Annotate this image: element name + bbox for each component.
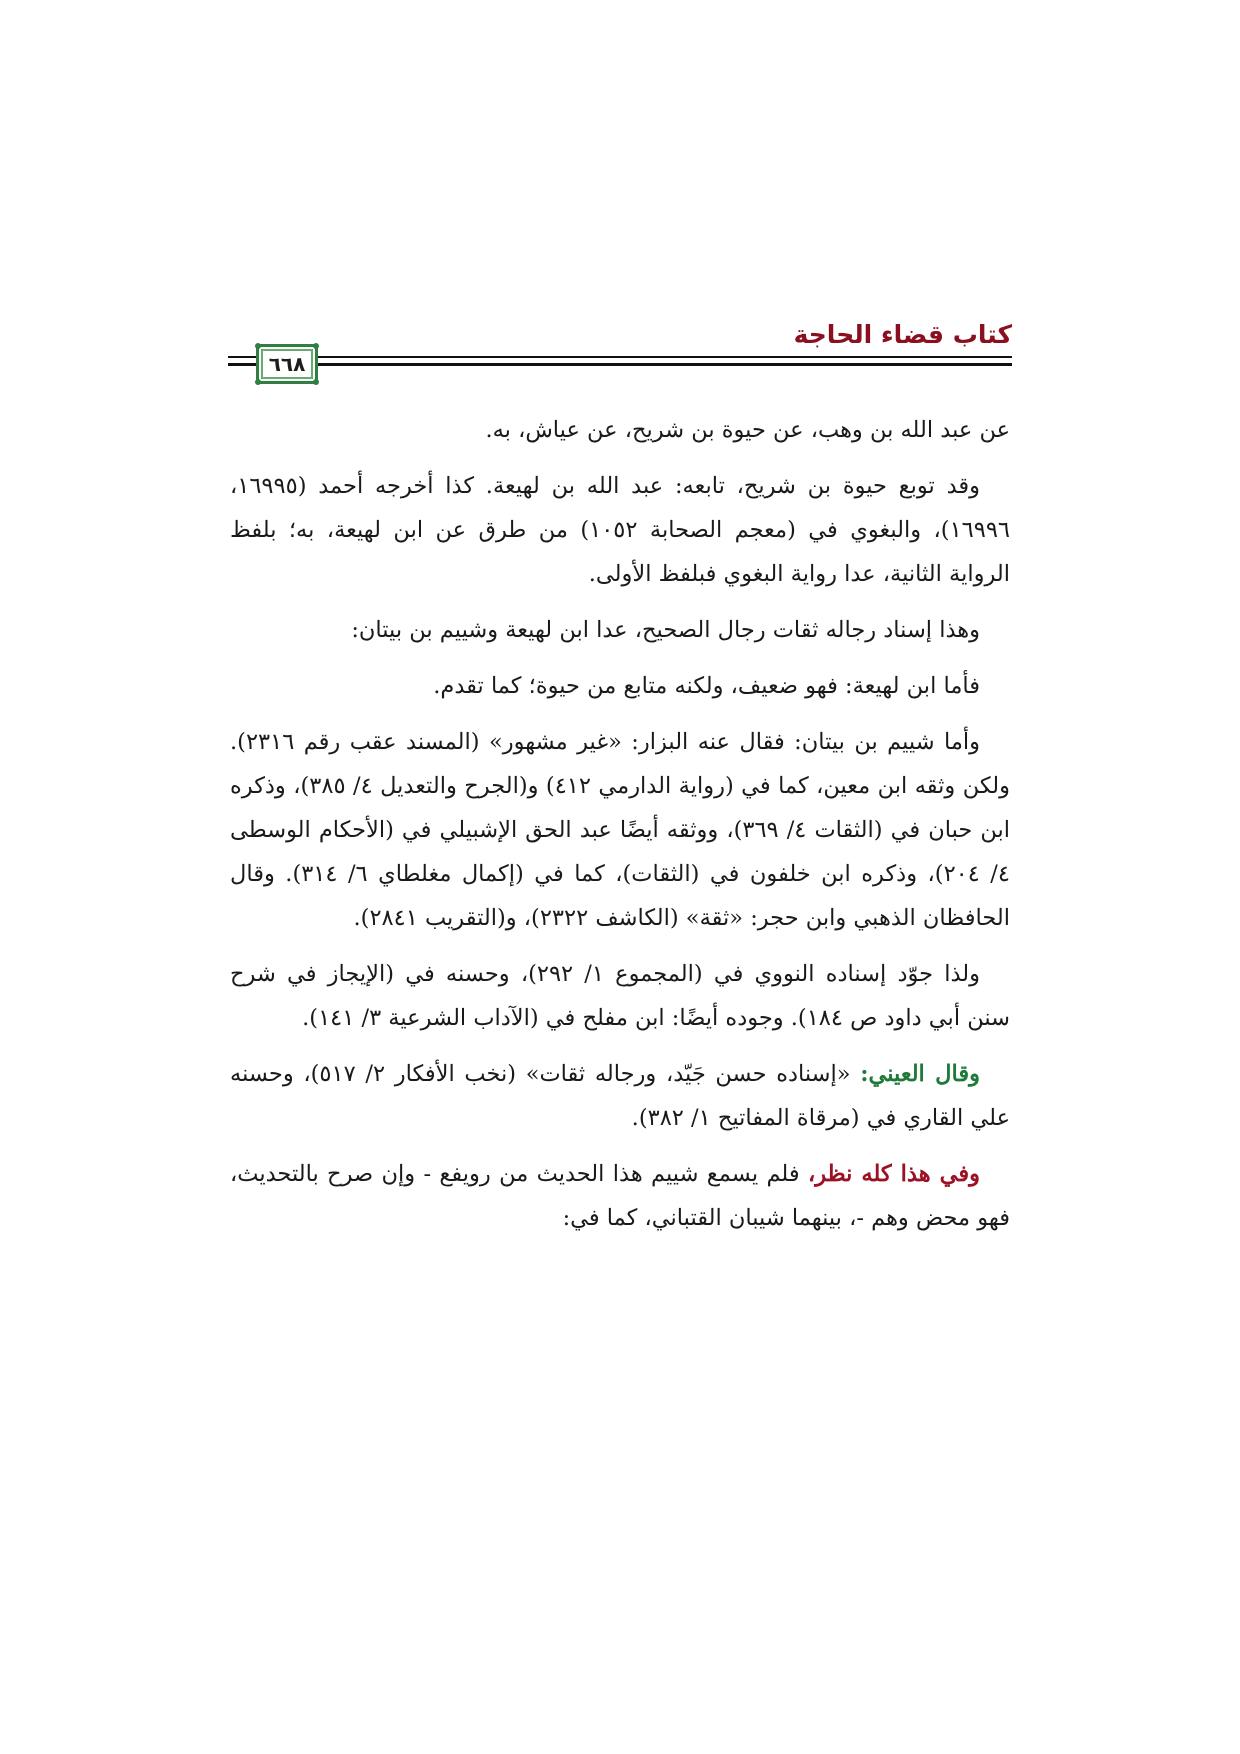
page-header bbox=[0, 0, 1240, 400]
ornament-dot-icon bbox=[255, 343, 261, 349]
ornament-dot-icon bbox=[255, 379, 261, 385]
ornament-dot-icon bbox=[313, 343, 319, 349]
paragraph-lead: وفي هذا كله نظر، bbox=[807, 1161, 980, 1187]
paragraph-text: فأما ابن لهيعة: فهو ضعيف، ولكنه متابع من حيوة؛ كما تقدم. bbox=[433, 673, 980, 699]
paragraph bbox=[230, 408, 1010, 452]
main-text bbox=[230, 408, 1010, 1252]
paragraph-text: ولذا جوّد إسناده النووي في (المجموع ١/ ٢٩٢)، وحسنه في (الإيجاز في شرح سنن أبي داود ص ١٨٤). وجوده أيضًا: ابن مفلح في (الآداب الشرعية ٣/ ١٤١). bbox=[230, 961, 1010, 1031]
paragraph-text: وقد توبع حيوة بن شريح، تابعه: عبد الله بن لهيعة. كذا أخرجه أحمد (١٦٩٩٥، ١٦٩٩٦)، والبغوي في (معجم الصحابة ١٠٥٢) من طرق عن ابن لهيعة، به؛ بلفظ الرواية الثانية، عدا رواية البغوي فبلفظ الأولى. bbox=[230, 473, 1010, 587]
paragraph-text: عن عبد الله بن وهب، عن حيوة بن شريح، عن عياش، به. bbox=[485, 417, 1010, 443]
paragraph bbox=[230, 608, 1010, 652]
paragraph-text: «إسناده حسن جَيّد، ورجاله ثقات» (نخب الأفكار ٢/ ٥١٧)، وحسنه علي القاري في (مرقاة المفاتيح ١/ ٣٨٢). bbox=[230, 1061, 1010, 1131]
ornament-dot-icon bbox=[313, 379, 319, 385]
paragraph bbox=[230, 1152, 1010, 1240]
header-rule-thin bbox=[228, 356, 1012, 358]
paragraph bbox=[230, 664, 1010, 708]
page-number-badge bbox=[256, 344, 318, 384]
paragraph-text: فلم يسمع شييم هذا الحديث من رويفع - وإن صرح بالتحديث، فهو محض وهم -، بينهما شيبان القتباني، كما في: bbox=[230, 1161, 1010, 1231]
paragraph bbox=[230, 720, 1010, 940]
paragraph-text: وأما شييم بن بيتان: فقال عنه البزار: «غير مشهور» (المسند عقب رقم ٢٣١٦). ولكن وثقه ابن معين، كما في (رواية الدارمي ٤١٢) و(الجرح والتعديل ٤/ ٣٨٥)، وذكره ابن حبان في (الثقات ٤/ ٣٦٩)، ووثقه أيضًا عبد الحق الإشبيلي في (الأحكام الوسطى ٤/ ٢٠٤)، وذكره ابن خلفون في (الثقات)، كما في (إكمال مغلطاي ٦/ ٣١٤). وقال الحافظان الذهبي وابن حجر: «ثقة» (الكاشف ٢٣٢٢)، و(التقريب ٢٨٤١). bbox=[230, 729, 1011, 931]
paragraph bbox=[230, 1052, 1010, 1140]
paragraph-lead: وقال العيني: bbox=[860, 1061, 980, 1087]
paragraph bbox=[230, 952, 1010, 1040]
page-number: ٦٦٨ bbox=[268, 352, 306, 376]
paragraph bbox=[230, 464, 1010, 596]
header-rule-thick bbox=[228, 363, 1012, 366]
paragraph-text: وهذا إسناد رجاله ثقات رجال الصحيح، عدا ابن لهيعة وشييم بن بيتان: bbox=[351, 617, 980, 643]
book-title: كتاب قضاء الحاجة bbox=[793, 320, 1012, 349]
